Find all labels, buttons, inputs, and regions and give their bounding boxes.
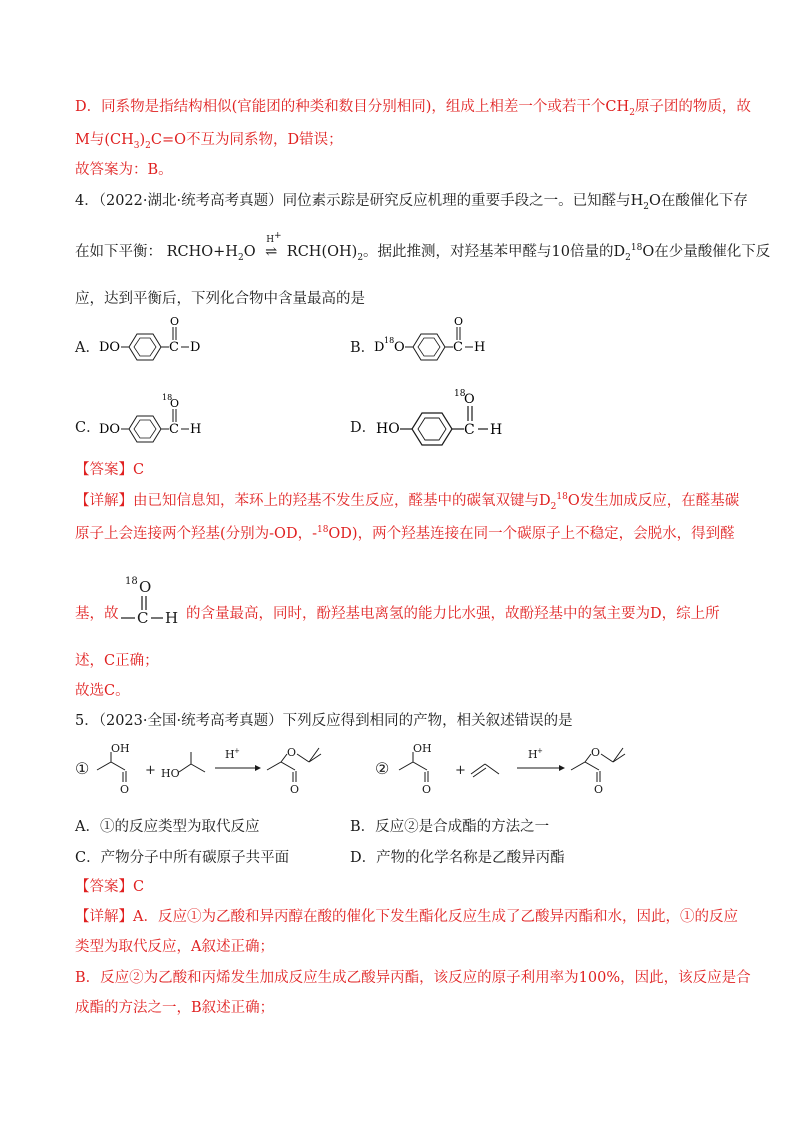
- svg-text:H: H: [190, 422, 202, 437]
- svg-text:O: O: [120, 783, 130, 796]
- q4-option-a[interactable]: [75, 312, 345, 362]
- q4-detail-line-1: 【详解】由已知信息知，苯环上的羟基不发生反应，醛基中的碳氧双键与$D_2^{18}O$发生加成反应，在醛基碳: [75, 492, 740, 512]
- svg-text:O: O: [454, 315, 464, 328]
- svg-text:HO: HO: [376, 421, 400, 437]
- svg-text:18: 18: [384, 336, 395, 345]
- structure-a: [97, 312, 337, 362]
- q5-stem: 5．（2023·全国·统考高考真题）下列反应得到相同的产物，相关叙述错误的是: [75, 713, 573, 729]
- svg-text:O: O: [170, 397, 180, 410]
- svg-text:C: C: [137, 609, 149, 627]
- svg-text:18: 18: [454, 389, 466, 399]
- structure-b: [372, 312, 612, 362]
- q5-option-d[interactable]: D．产物的化学名称是乙酸异丙酯: [350, 850, 565, 866]
- q4-detail-line-3b: 的含量最高，同时，酚羟基电离氢的能力比水强，故酚羟基中的氢主要为D，综上所: [186, 606, 720, 622]
- svg-text:①: ①: [75, 759, 90, 778]
- svg-text:H: H: [474, 340, 486, 355]
- q5-option-b[interactable]: B．反应②是合成酯的方法之一: [350, 819, 550, 835]
- q5-option-c[interactable]: C．产物分子中所有碳原子共平面: [75, 850, 290, 866]
- svg-text:D: D: [374, 340, 385, 355]
- q4-detail-line-2: 原子上会连接两个羟基(分别为-OD，-$^{18}$OD)，两个羟基连接在同一个碳原子上不稳定，会脱水，得到醛: [75, 525, 735, 542]
- svg-text:OH: OH: [413, 742, 432, 755]
- q4-detail-line-3: 基，故: [75, 606, 119, 622]
- option-letter: D．: [350, 420, 377, 436]
- q5-detail-line-2: 类型为取代反应，A叙述正确；: [75, 939, 274, 955]
- q4-stem-line-3: 应，达到平衡后，下列化合物中含量最高的是: [75, 291, 365, 307]
- q4-option-d[interactable]: [350, 386, 620, 446]
- q4-option-c[interactable]: [75, 388, 345, 444]
- q5-option-a[interactable]: A．①的反应类型为取代反应: [75, 819, 260, 835]
- option-letter: A．: [75, 340, 100, 356]
- svg-text:O: O: [464, 392, 475, 407]
- structure-d: [372, 386, 632, 446]
- prev-conclusion: 故答案为：B。: [75, 162, 173, 178]
- q4-conclusion: 故选C。: [75, 683, 130, 699]
- q5-detail-line-3: B．反应②为乙酸和丙烯发生加成反应生成乙酸异丙酯，该反应的原子利用率为100%，因此，该反应是合: [75, 970, 751, 986]
- q5-detail-line-1: 【详解】A．反应①为乙酸和异丙醇在酸的催化下发生酯化反应生成了乙酸异丙酯和水，因此，①的反应: [75, 909, 738, 925]
- svg-text:C: C: [453, 340, 463, 355]
- svg-text:D: D: [190, 340, 201, 355]
- q4-detail-line-4: 述，C正确；: [75, 653, 159, 669]
- svg-text:DO: DO: [99, 340, 121, 355]
- svg-text:H: H: [165, 609, 179, 627]
- svg-text:+: +: [455, 763, 466, 778]
- svg-text:O: O: [139, 578, 152, 596]
- q4-stem-line-2: 在如下平衡： $RCHO+H_2O$ H+ ⇌ $RCH(OH)_2$。据此推测，对羟基苯甲醛与10倍量的$D_2^{18}O$在少量酸催化下反: [75, 231, 771, 263]
- svg-text:H: H: [528, 748, 538, 761]
- aldehyde-fragment: [115, 570, 195, 630]
- svg-text:DO: DO: [99, 422, 121, 437]
- svg-text:H: H: [225, 748, 235, 761]
- prev-explanation-line-1: D．同系物是指结构相似(官能团的种类和数目分别相同)，组成上相差一个或若干个$CH_2$原子团的物质，故: [75, 99, 751, 118]
- svg-text:18: 18: [125, 576, 138, 587]
- svg-text:O: O: [594, 783, 604, 796]
- svg-text:+: +: [537, 747, 543, 755]
- q5-answer: 【答案】C: [75, 879, 145, 895]
- svg-text:H: H: [490, 422, 503, 438]
- svg-text:②: ②: [375, 759, 390, 778]
- svg-text:O: O: [591, 746, 601, 759]
- svg-text:C: C: [169, 340, 179, 355]
- svg-text:C: C: [169, 422, 179, 437]
- svg-text:+: +: [234, 747, 240, 755]
- svg-text:OH: OH: [111, 742, 130, 755]
- option-letter: C．: [75, 420, 101, 436]
- svg-text:O: O: [394, 340, 405, 355]
- option-letter: B．: [350, 340, 376, 356]
- equilibrium-equation: $RCHO+H_2O$ H+ ⇌ $RCH(OH)_2$: [166, 231, 364, 263]
- svg-text:O: O: [422, 783, 432, 796]
- svg-text:O: O: [290, 783, 300, 796]
- svg-text:C: C: [464, 422, 475, 438]
- svg-text:O: O: [287, 746, 297, 759]
- q4-option-b[interactable]: [350, 312, 620, 362]
- reaction-1: [75, 740, 375, 800]
- prev-explanation-line-2: M与$(CH_3)_2C=O$不互为同系物，D错误；: [75, 132, 343, 151]
- svg-text:O: O: [170, 315, 180, 328]
- structure-c: [97, 388, 337, 444]
- svg-text:+: +: [145, 763, 156, 778]
- q4-answer: 【答案】C: [75, 462, 145, 478]
- q5-detail-line-4: 成酯的方法之一，B叙述正确；: [75, 1000, 275, 1016]
- svg-text:18: 18: [162, 393, 173, 402]
- reaction-2: [375, 740, 705, 800]
- svg-text:HO: HO: [161, 767, 180, 780]
- q4-stem-line-1: 4．（2022·湖北·统考高考真题）同位素示踪是研究反应机理的重要手段之一。已知醛与$H_2O$在酸催化下存: [75, 193, 748, 212]
